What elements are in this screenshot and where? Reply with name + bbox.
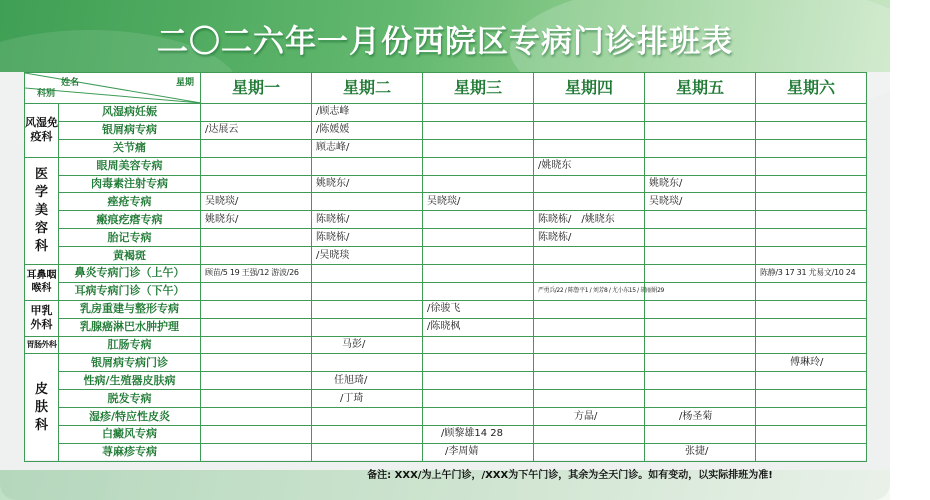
schedule-cell xyxy=(756,300,867,318)
corner-label-dept: 科别 xyxy=(37,89,56,99)
table-row xyxy=(25,443,867,461)
schedule-cell xyxy=(423,372,534,390)
schedule-cell xyxy=(423,157,534,175)
schedule-cell: 姚晓东/ xyxy=(201,211,312,229)
schedule-cell: /顾黎雄14 28 xyxy=(423,426,534,444)
schedule-cell xyxy=(756,104,867,122)
disease-cell: 耳病专病门诊（下午） xyxy=(59,282,201,300)
schedule-cell xyxy=(534,300,645,318)
dept-cell: 风湿免疫科 xyxy=(25,104,59,158)
table-row xyxy=(25,426,867,444)
schedule-cell xyxy=(756,372,867,390)
table-row xyxy=(25,139,867,157)
schedule-cell xyxy=(423,282,534,300)
day-header-tuesday: 星期二 xyxy=(312,73,423,104)
schedule-cell xyxy=(423,247,534,265)
schedule-cell xyxy=(423,211,534,229)
schedule-cell xyxy=(645,372,756,390)
day-header-monday: 星期一 xyxy=(201,73,312,104)
schedule-cell xyxy=(312,157,423,175)
schedule-cell xyxy=(423,265,534,283)
schedule-cell xyxy=(201,318,312,336)
schedule-cell xyxy=(645,247,756,265)
table-row xyxy=(25,372,867,390)
schedule-cell: 陈晓栋/ xyxy=(534,229,645,247)
schedule-cell xyxy=(756,229,867,247)
schedule-cell xyxy=(312,426,423,444)
schedule-cell xyxy=(201,426,312,444)
dept-cell: 耳鼻咽喉科 xyxy=(25,265,59,301)
day-header-wednesday: 星期三 xyxy=(423,73,534,104)
schedule-cell xyxy=(645,354,756,372)
schedule-cell: 马彭/ xyxy=(312,336,423,354)
schedule-cell: 姚晓东/ xyxy=(645,175,756,193)
disease-cell: 荨麻疹专病 xyxy=(59,443,201,461)
schedule-cell xyxy=(645,390,756,408)
schedule-cell: 陈晓栋/ xyxy=(312,211,423,229)
schedule-cell xyxy=(645,336,756,354)
schedule-cell xyxy=(534,354,645,372)
schedule-cell xyxy=(645,300,756,318)
schedule-cell xyxy=(756,121,867,139)
schedule-cell xyxy=(312,443,423,461)
day-header-saturday: 星期六 xyxy=(756,73,867,104)
table-row xyxy=(25,247,867,265)
schedule-cell xyxy=(312,282,423,300)
schedule-cell: /陈媛媛 xyxy=(312,121,423,139)
schedule-table-container xyxy=(24,72,866,460)
schedule-cell xyxy=(312,408,423,426)
disease-cell: 银屑病专病 xyxy=(59,121,201,139)
table-row xyxy=(25,211,867,229)
schedule-cell xyxy=(312,265,423,283)
schedule-cell xyxy=(534,175,645,193)
schedule-cell xyxy=(645,265,756,283)
schedule-cell xyxy=(423,336,534,354)
schedule-cell xyxy=(201,336,312,354)
schedule-cell: /达展云 xyxy=(201,121,312,139)
schedule-cell xyxy=(645,121,756,139)
schedule-cell: 任旭琦/ xyxy=(312,372,423,390)
schedule-cell xyxy=(534,426,645,444)
schedule-cell xyxy=(534,104,645,122)
table-row xyxy=(25,300,867,318)
schedule-cell xyxy=(645,211,756,229)
schedule-cell xyxy=(201,157,312,175)
schedule-cell xyxy=(756,443,867,461)
schedule-cell: 吴晓琰/ xyxy=(201,193,312,211)
table-row xyxy=(25,354,867,372)
disease-cell: 痤疮专病 xyxy=(59,193,201,211)
schedule-cell: 严勇兵/22 / 陈鲁平1 / 刘芳8 / 尤小东15 / 胡丽娟29 xyxy=(534,282,645,300)
corner-label-name: 姓名 xyxy=(61,78,80,88)
schedule-cell: 顾苗/5 19 王强/12 游波/26 xyxy=(201,265,312,283)
schedule-cell xyxy=(756,282,867,300)
corner-label-day: 星期 xyxy=(175,78,194,88)
schedule-cell xyxy=(756,157,867,175)
schedule-cell xyxy=(201,229,312,247)
disease-cell: 风湿病妊娠 xyxy=(59,104,201,122)
disease-cell: 眼周美容专病 xyxy=(59,157,201,175)
disease-cell: 白癜风专病 xyxy=(59,426,201,444)
page-title: 二〇二六年一月份西院区专病门诊排班表 xyxy=(157,24,733,60)
dept-cell: 医学美容科 xyxy=(25,157,59,264)
schedule-cell xyxy=(201,175,312,193)
schedule-cell: /李周婧 xyxy=(423,443,534,461)
schedule-cell: 顾志峰/ xyxy=(312,139,423,157)
schedule-cell xyxy=(756,211,867,229)
dept-cell: 皮肤科 xyxy=(25,354,59,461)
disease-cell: 黄褐斑 xyxy=(59,247,201,265)
schedule-cell xyxy=(645,318,756,336)
schedule-table xyxy=(24,72,867,462)
schedule-cell xyxy=(645,139,756,157)
schedule-cell xyxy=(534,372,645,390)
schedule-cell xyxy=(201,443,312,461)
schedule-cell xyxy=(312,300,423,318)
schedule-cell: /姚晓东 xyxy=(534,157,645,175)
schedule-cell: 方晶/ xyxy=(534,408,645,426)
disease-cell: 乳房重建与整形专病 xyxy=(59,300,201,318)
schedule-cell xyxy=(645,426,756,444)
schedule-cell xyxy=(534,265,645,283)
dept-cell: 甲乳外科 xyxy=(25,300,59,336)
footnote xyxy=(0,466,890,481)
schedule-cell xyxy=(423,175,534,193)
day-header-thursday: 星期四 xyxy=(534,73,645,104)
disease-cell: 肛肠专病 xyxy=(59,336,201,354)
table-row xyxy=(25,265,867,283)
table-row xyxy=(25,336,867,354)
schedule-cell xyxy=(756,426,867,444)
corner-header xyxy=(25,73,201,104)
schedule-cell xyxy=(312,318,423,336)
disease-cell: 银屑病专病门诊 xyxy=(59,354,201,372)
schedule-cell: /陈晓枫 xyxy=(423,318,534,336)
schedule-cell xyxy=(756,336,867,354)
schedule-cell xyxy=(534,443,645,461)
schedule-cell xyxy=(645,104,756,122)
disease-cell: 关节痛 xyxy=(59,139,201,157)
schedule-cell xyxy=(534,336,645,354)
schedule-cell xyxy=(645,229,756,247)
table-row xyxy=(25,229,867,247)
table-row xyxy=(25,121,867,139)
disease-cell: 乳腺癌淋巴水肿护理 xyxy=(59,318,201,336)
footnote-text: 备注: XXX/为上午门诊，/XXX为下午门诊，其余为全天门诊。如有变动，以实际排班为准! xyxy=(367,470,773,481)
schedule-cell xyxy=(201,390,312,408)
schedule-cell: /徐骏飞 xyxy=(423,300,534,318)
schedule-cell: /吴晓琰 xyxy=(312,247,423,265)
schedule-cell: 姚晓东/ xyxy=(312,175,423,193)
disease-cell: 胎记专病 xyxy=(59,229,201,247)
table-row xyxy=(25,390,867,408)
schedule-cell xyxy=(534,247,645,265)
schedule-cell xyxy=(756,247,867,265)
schedule-cell xyxy=(201,408,312,426)
schedule-cell xyxy=(201,104,312,122)
schedule-cell xyxy=(423,229,534,247)
schedule-cell xyxy=(534,193,645,211)
schedule-cell: 陈晓栋/ xyxy=(312,229,423,247)
schedule-cell xyxy=(201,282,312,300)
disease-cell: 脱发专病 xyxy=(59,390,201,408)
schedule-cell: 张捷/ xyxy=(645,443,756,461)
schedule-cell: /丁琦 xyxy=(312,390,423,408)
disease-cell: 肉毒素注射专病 xyxy=(59,175,201,193)
schedule-cell xyxy=(756,139,867,157)
schedule-cell: 傅琳玲/ xyxy=(756,354,867,372)
schedule-cell xyxy=(423,139,534,157)
schedule-cell: /顾志峰 xyxy=(312,104,423,122)
schedule-cell xyxy=(534,318,645,336)
schedule-cell xyxy=(756,193,867,211)
schedule-cell xyxy=(423,121,534,139)
schedule-cell: 陈静/3 17 31 尤易文/10 24 xyxy=(756,265,867,283)
schedule-cell: 陈晓栋/ /姚晓东 xyxy=(534,211,645,229)
schedule-cell xyxy=(423,390,534,408)
schedule-cell xyxy=(645,157,756,175)
table-row xyxy=(25,282,867,300)
schedule-cell xyxy=(756,408,867,426)
schedule-cell: 吴晓琰/ xyxy=(423,193,534,211)
dept-cell: 胃肠外科 xyxy=(25,336,59,354)
schedule-cell xyxy=(201,139,312,157)
table-row xyxy=(25,157,867,175)
schedule-cell xyxy=(756,175,867,193)
header-row xyxy=(25,73,867,104)
schedule-cell xyxy=(312,354,423,372)
schedule-cell xyxy=(534,121,645,139)
schedule-cell xyxy=(423,104,534,122)
table-row xyxy=(25,408,867,426)
schedule-cell xyxy=(312,193,423,211)
schedule-cell xyxy=(201,372,312,390)
schedule-cell: 吴晓琰/ xyxy=(645,193,756,211)
schedule-cell xyxy=(423,408,534,426)
schedule-cell xyxy=(423,354,534,372)
table-row xyxy=(25,193,867,211)
schedule-cell xyxy=(534,390,645,408)
table-row xyxy=(25,175,867,193)
disease-cell: 湿疹/特应性皮炎 xyxy=(59,408,201,426)
schedule-cell xyxy=(756,390,867,408)
day-header-friday: 星期五 xyxy=(645,73,756,104)
schedule-cell xyxy=(201,300,312,318)
schedule-cell xyxy=(756,318,867,336)
table-row xyxy=(25,318,867,336)
disease-cell: 性病/生殖器皮肤病 xyxy=(59,372,201,390)
schedule-cell xyxy=(201,247,312,265)
disease-cell: 鼻炎专病门诊（上午） xyxy=(59,265,201,283)
table-row xyxy=(25,104,867,122)
schedule-cell xyxy=(534,139,645,157)
disease-cell: 瘢痕疙瘩专病 xyxy=(59,211,201,229)
schedule-cell: /杨圣菊 xyxy=(645,408,756,426)
schedule-cell xyxy=(201,354,312,372)
